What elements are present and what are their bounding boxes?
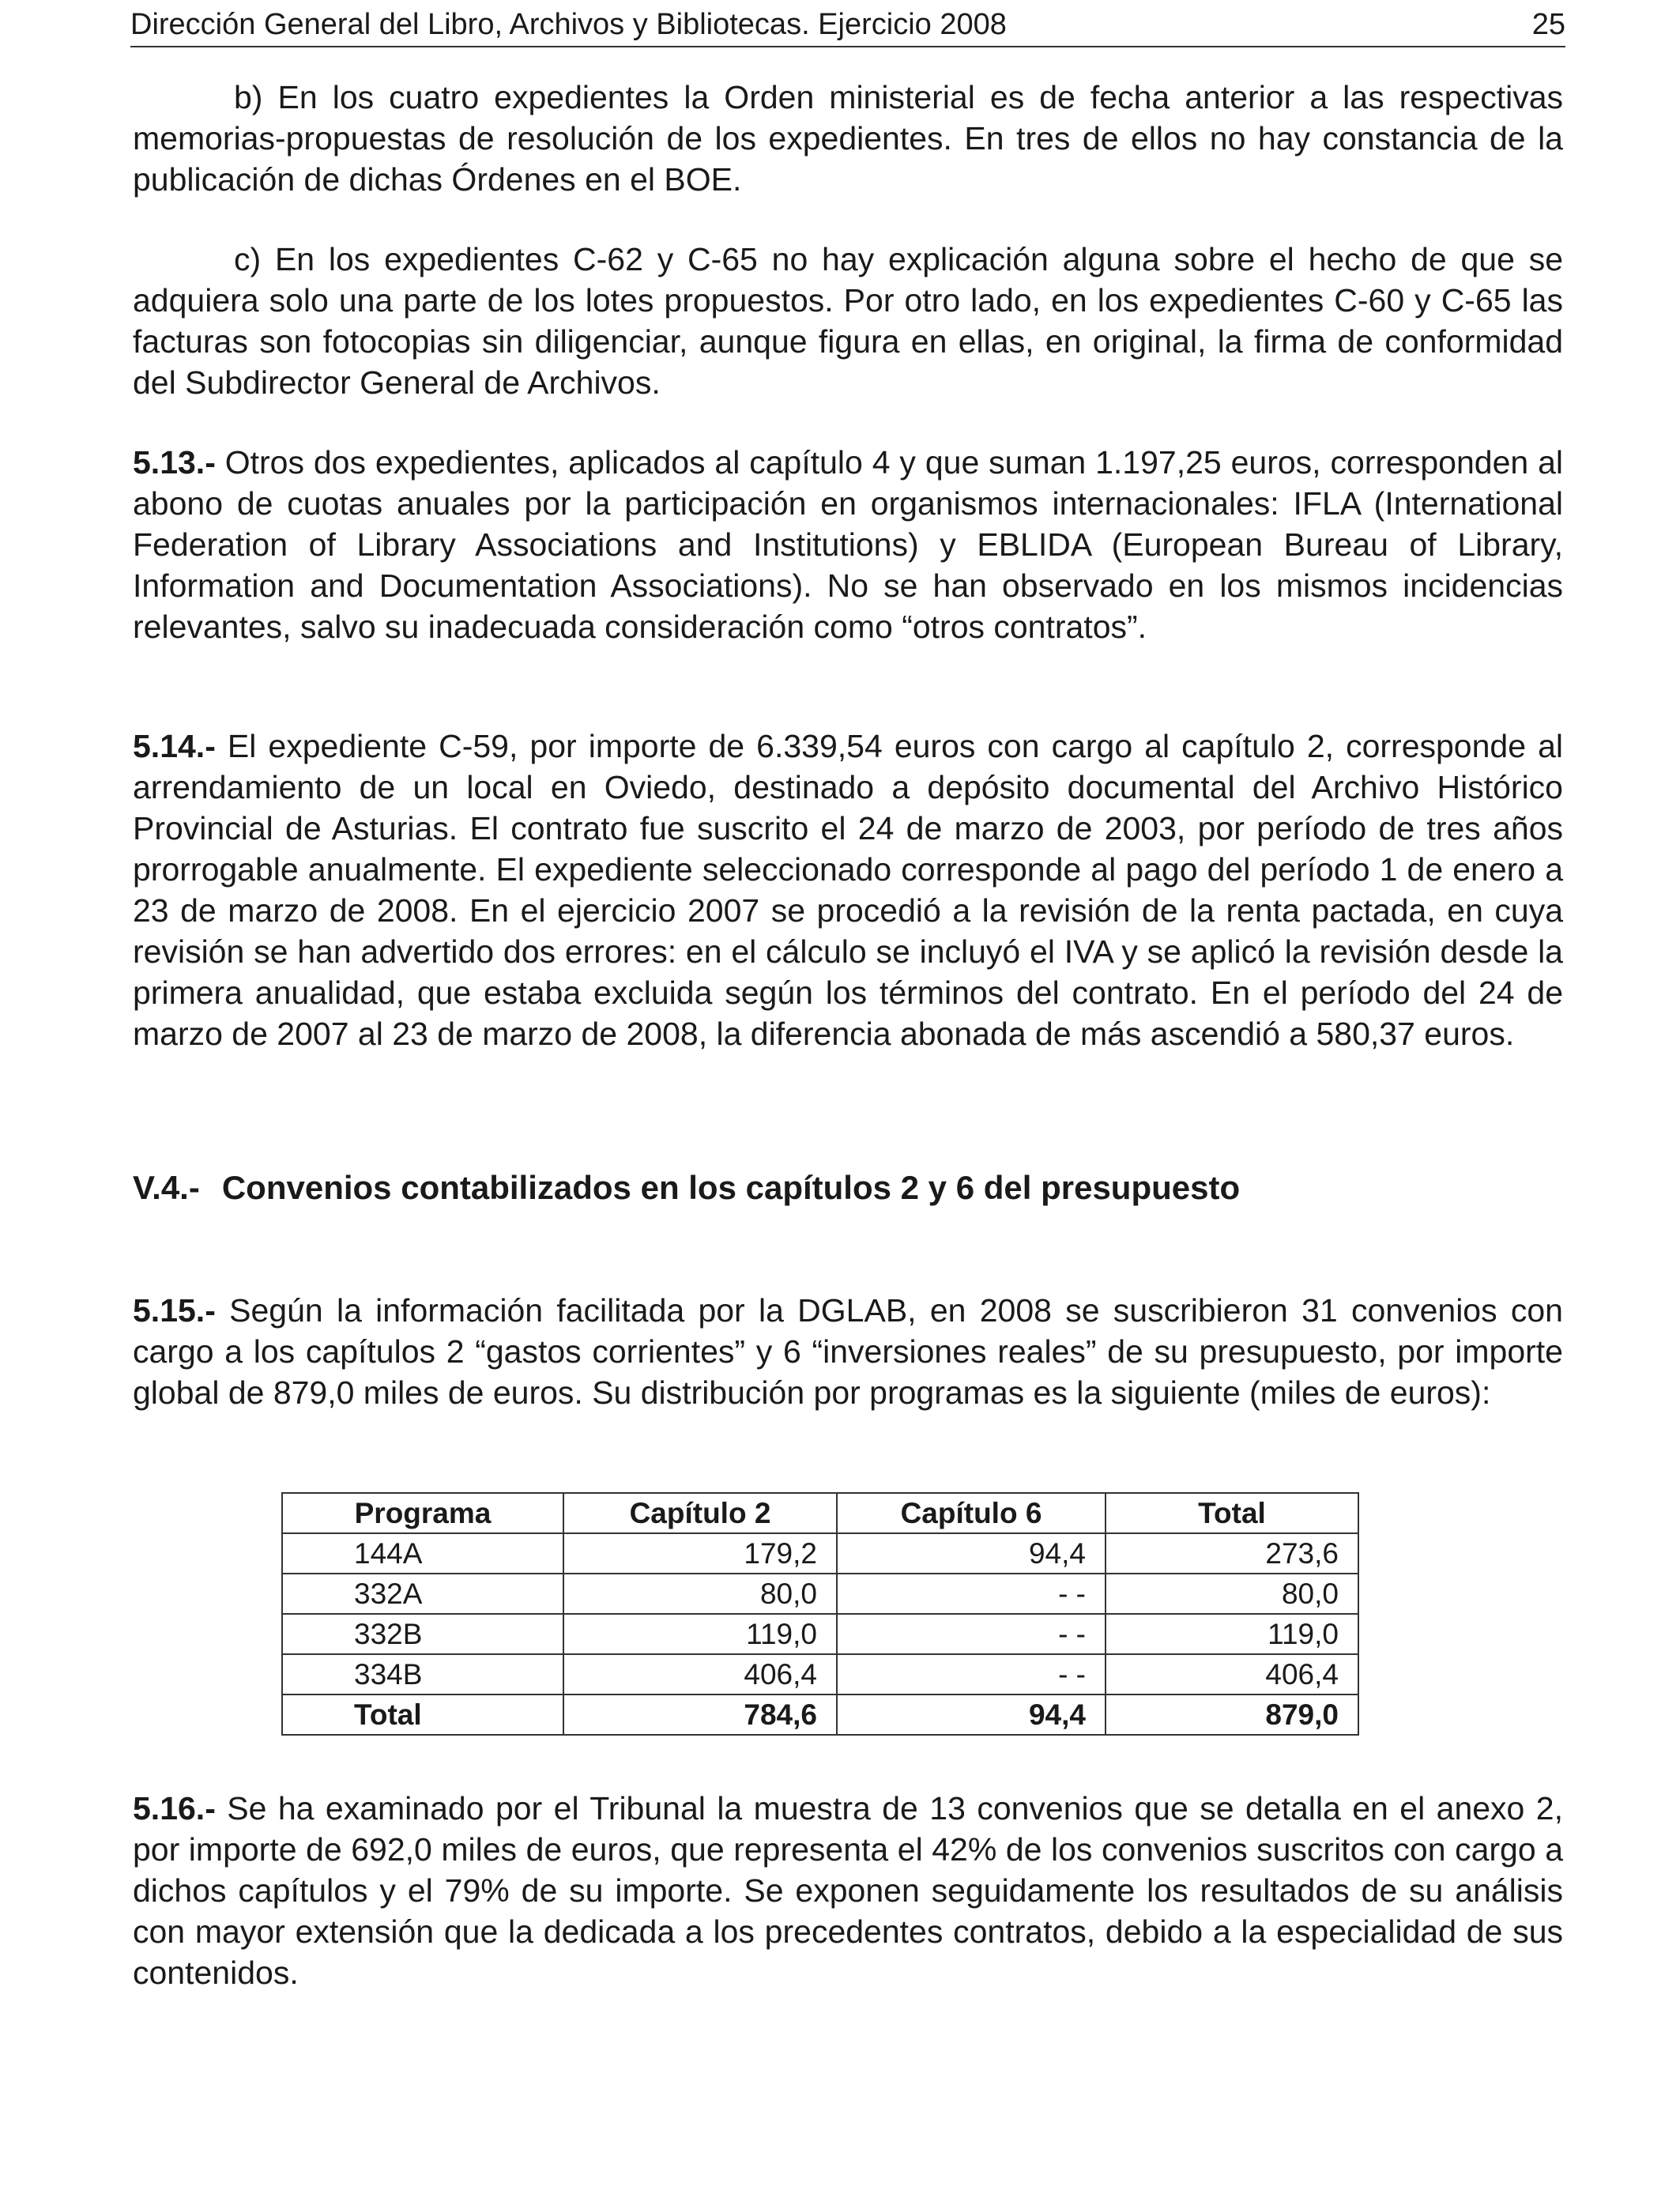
- paragraph-text: Según la información facilitada por la DGLAB, en 2008 se suscribieron 31 convenios con cargo a los capítulos 2 “gastos corrientes” y 6 “inversiones reales” de su presupuesto, por importe global de 879,0 miles de euros. Su distribución por programas es la siguiente (miles de euros):: [133, 1292, 1563, 1411]
- column-header-programa: Programa: [282, 1493, 563, 1533]
- header-title: Dirección General del Libro, Archivos y Bibliotecas. Ejercicio 2008: [130, 8, 1007, 41]
- paragraph-number: 5.16.-: [133, 1790, 216, 1826]
- cell-grand-total: 879,0: [1106, 1695, 1358, 1735]
- paragraph-text: Se ha examinado por el Tribunal la muestra de 13 convenios que se detalla en el anexo 2, por importe de 692,0 miles de euros, que representa el 42% de los convenios suscritos con cargo a dichos capítulos y el 79% de su importe. Se exponen seguidamente los resultados de su análisis con mayor extensión que la dedicada a los precedentes contratos, debido a la especialidad de sus contenidos.: [133, 1790, 1563, 1991]
- column-header-capitulo-6: Capítulo 6: [837, 1493, 1106, 1533]
- cell-capitulo-2: 80,0: [563, 1574, 837, 1614]
- table-row: [282, 1654, 1358, 1695]
- table-row: [282, 1533, 1358, 1574]
- cell-capitulo-2: 119,0: [563, 1614, 837, 1654]
- section-heading: [133, 1166, 1240, 1210]
- cell-programa: 334B: [282, 1654, 563, 1695]
- paragraph-text: El expediente C-59, por importe de 6.339,54 euros con cargo al capítulo 2, corresponde al arrendamiento de un local en Oviedo, destinado a depósito documental del Archivo Histórico Provincial de Asturias. El contrato fue suscrito el 24 de marzo de 2003, por período de tres años prorrogable anualmente. El expediente seleccionado corresponde al pago del período 1 de enero a 23 de marzo de 2008. En el ejercicio 2007 se procedió a la revisión de la renta pactada, en cuya revisión se han advertido dos errores: en el cálculo se incluyó el IVA y se aplicó la revisión desde la primera anualidad, que estaba excluida según los términos del contrato. En el período del 24 de marzo de 2007 al 23 de marzo de 2008, la diferencia abonada de más ascendió a 580,37 euros.: [133, 728, 1563, 1052]
- cell-programa: 332A: [282, 1574, 563, 1614]
- cell-total: 273,6: [1106, 1533, 1358, 1574]
- cell-capitulo-6: - -: [837, 1574, 1106, 1614]
- paragraph-number: 5.15.-: [133, 1292, 216, 1329]
- cell-programa: 332B: [282, 1614, 563, 1654]
- section-title: Convenios contabilizados en los capítulos 2 y 6 del presupuesto: [221, 1169, 1241, 1206]
- table-row: [282, 1614, 1358, 1654]
- table-header-row: [282, 1493, 1358, 1533]
- cell-total: 80,0: [1106, 1574, 1358, 1614]
- paragraph-5-13: [133, 442, 1563, 647]
- cell-capitulo-6: 94,4: [837, 1533, 1106, 1574]
- cell-capitulo-6: - -: [837, 1614, 1106, 1654]
- table-row: [282, 1574, 1358, 1614]
- cell-capitulo-6-total: 94,4: [837, 1695, 1106, 1735]
- cell-total-label: Total: [282, 1695, 563, 1735]
- paragraph-c: c) En los expedientes C-62 y C-65 no hay explicación alguna sobre el hecho de que se adquiera solo una parte de los lotes propuestos. Por otro lado, en los expedientes C-60 y C-65 las facturas son fotocopias sin diligenciar, aunque figura en ellas, en original, la firma de conformidad del Subdirector General de Archivos.: [133, 241, 1563, 401]
- page-header: [130, 5, 1565, 47]
- paragraph-5-16: [133, 1788, 1563, 1993]
- section-number: V.4.-: [133, 1169, 200, 1206]
- paragraph-number: 5.13.-: [133, 444, 216, 481]
- paragraph-5-15: [133, 1290, 1563, 1413]
- column-header-total: Total: [1106, 1493, 1358, 1533]
- cell-total: 406,4: [1106, 1654, 1358, 1695]
- page-number: 25: [1531, 8, 1565, 41]
- cell-capitulo-6: - -: [837, 1654, 1106, 1695]
- cell-capitulo-2-total: 784,6: [563, 1695, 837, 1735]
- cell-programa: 144A: [282, 1533, 563, 1574]
- paragraph-text: Otros dos expedientes, aplicados al capítulo 4 y que suman 1.197,25 euros, corresponden al abono de cuotas anuales por la participación en organismos internacionales: IFLA (International Federation of Library Associations and Institutions) y EBLIDA (European Bureau of Library, Information and Documentation Associations). No se han observado en los mismos incidencias relevantes, salvo su inadecuada consideración como “otros contratos”.: [133, 444, 1563, 645]
- paragraph-b: b) En los cuatro expedientes la Orden ministerial es de fecha anterior a las respectivas memorias-propuestas de resolución de los expedientes. En tres de ellos no hay constancia de la publicación de dichas Órdenes en el BOE.: [133, 79, 1563, 198]
- distribution-table: [281, 1492, 1359, 1736]
- cell-capitulo-2: 406,4: [563, 1654, 837, 1695]
- cell-capitulo-2: 179,2: [563, 1533, 837, 1574]
- cell-total: 119,0: [1106, 1614, 1358, 1654]
- paragraph-number: 5.14.-: [133, 728, 216, 764]
- table-total-row: [282, 1695, 1358, 1735]
- column-header-capitulo-2: Capítulo 2: [563, 1493, 837, 1533]
- paragraph-5-14: [133, 726, 1563, 1054]
